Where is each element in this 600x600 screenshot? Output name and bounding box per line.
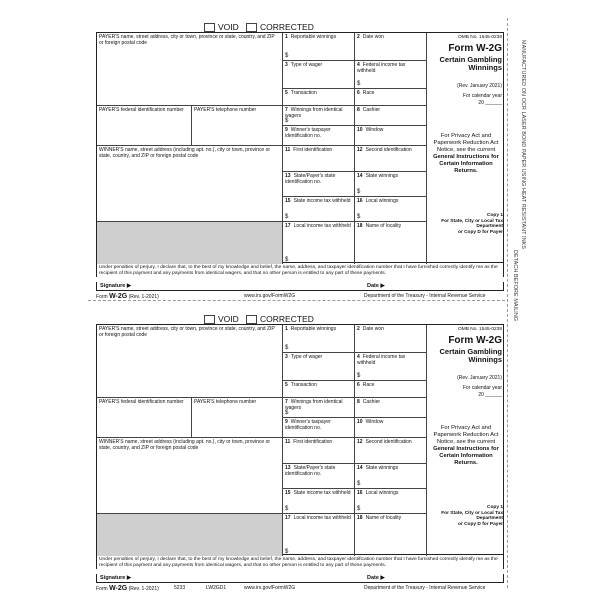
status-checkboxes bbox=[204, 22, 504, 32]
corrected-label: CORRECTED bbox=[260, 22, 314, 32]
box9-field[interactable]: 9 Winner's taxpayer identification no. bbox=[283, 126, 355, 146]
side-detach-text: DETACH BEFORE MAILING bbox=[512, 250, 518, 322]
side-manufactured-text: MANUFACTURED ON OCR LASER BOND PAPER USING HEAT RESISTANT INKS bbox=[520, 40, 526, 250]
shaded-area bbox=[97, 514, 283, 556]
payer-phone-field[interactable]: PAYER'S telephone number bbox=[192, 106, 283, 146]
void-label: VOID bbox=[218, 314, 239, 324]
box5-field[interactable]: 5 Transaction bbox=[283, 381, 355, 398]
box11-field[interactable]: 11 First identification bbox=[283, 146, 355, 172]
calendar-year-label: For calendar year bbox=[462, 93, 502, 99]
payer-name-field[interactable]: PAYER'S name, street address, city or town, province or state, country, and ZIP or foreign postal code bbox=[97, 33, 283, 106]
box1-field[interactable]: 1 Reportable winnings $ bbox=[283, 33, 355, 61]
box7-field[interactable]: 7 Winnings from identical wagers $ bbox=[283, 106, 355, 126]
footer-code-1: 5233 bbox=[174, 585, 186, 591]
payer-name-field[interactable]: PAYER'S name, street address, city or town, province or state, country, and ZIP or foreign postal code bbox=[97, 325, 283, 398]
winner-name-field[interactable]: WINNER'S name, street address (including apt. no.), city or town, province or state, country, and ZIP or foreign postal code bbox=[97, 438, 283, 514]
box18-field[interactable]: 18 Name of locality bbox=[355, 514, 427, 556]
signature-row bbox=[96, 574, 504, 583]
box3-field[interactable]: 3 Type of wager bbox=[283, 61, 355, 89]
box10-field[interactable]: 10 Window bbox=[355, 418, 427, 438]
revision-date: (Rev. January 2021) bbox=[457, 375, 502, 381]
year-field[interactable]: 20 ______ bbox=[478, 392, 502, 398]
box10-field[interactable]: 10 Window bbox=[355, 126, 427, 146]
box9-field[interactable]: 9 Winner's taxpayer identification no. bbox=[283, 418, 355, 438]
box4-field[interactable]: 4 Federal income tax withheld $ bbox=[355, 353, 427, 381]
calendar-year-label: For calendar year bbox=[462, 385, 502, 391]
box16-field[interactable]: 16 Local winnings $ bbox=[355, 197, 427, 222]
form-id-column bbox=[427, 325, 505, 556]
copy-designation: Copy 1 For State, City or Local Tax Department or Copy D for Payer bbox=[441, 505, 503, 527]
box4-field[interactable]: 4 Federal income tax withheld $ bbox=[355, 61, 427, 89]
corrected-label: CORRECTED bbox=[260, 314, 314, 324]
void-checkbox[interactable] bbox=[204, 315, 215, 324]
form-title: Form W-2G bbox=[448, 43, 502, 54]
date-field[interactable]: Date ▶ bbox=[367, 283, 385, 289]
status-checkboxes bbox=[204, 314, 504, 324]
box13-field[interactable]: 13 State/Payer's state identification no. bbox=[283, 464, 355, 489]
box11-field[interactable]: 11 First identification bbox=[283, 438, 355, 464]
omb-number: OMB No. 1545-0238 bbox=[458, 35, 502, 40]
perjury-statement: Under penalties of perjury, I declare that, to the best of my knowledge and belief, the name, address, and taxpayer identification number that I have furnished correctly identify me as the recipient of this payment and any payments from identical wagers, and that no other person is entitled to any part of these payments. bbox=[96, 555, 504, 569]
payer-phone-field[interactable]: PAYER'S telephone number bbox=[192, 398, 283, 438]
signature-field[interactable]: Signature ▶ bbox=[100, 283, 132, 289]
box14-field[interactable]: 14 State winnings $ bbox=[355, 464, 427, 489]
winner-name-field[interactable]: WINNER'S name, street address (including apt. no.), city or town, province or state, country, and ZIP or foreign postal code bbox=[97, 146, 283, 222]
box17-field[interactable]: 17 Local income tax withheld $ bbox=[283, 222, 355, 264]
year-field[interactable]: 20 ______ bbox=[478, 100, 502, 106]
void-label: VOID bbox=[218, 22, 239, 32]
privacy-notice: For Privacy Act and Paperwork Reduction Act Notice, see the current General Instructions for Certain Information Returns. bbox=[433, 425, 499, 466]
form-subtitle: Certain Gambling Winnings bbox=[439, 347, 502, 364]
footer-form-id: Form W-2G (Rev. 1-2021) bbox=[96, 293, 159, 300]
box8-field[interactable]: 8 Cashier bbox=[355, 106, 427, 126]
box17-field[interactable]: 17 Local income tax withheld $ bbox=[283, 514, 355, 556]
footer-url: www.irs.gov/FormW2G bbox=[244, 585, 296, 591]
vertical-tear-line bbox=[507, 18, 508, 588]
copy-designation: Copy 1 For State, City or Local Tax Department or Copy D for Payer bbox=[441, 213, 503, 235]
footer-department: Department of the Treasury - Internal Revenue Service bbox=[364, 585, 486, 591]
form-subtitle: Certain Gambling Winnings bbox=[439, 55, 502, 72]
box1-field[interactable]: 1 Reportable winnings $ bbox=[283, 325, 355, 353]
footer-code-2: LW2GD1 bbox=[206, 585, 227, 591]
shaded-area bbox=[97, 222, 283, 264]
signature-field[interactable]: Signature ▶ bbox=[100, 575, 132, 581]
footer-url: www.irs.gov/FormW2G bbox=[244, 293, 296, 299]
box2-field[interactable]: 2 Date won bbox=[355, 325, 427, 353]
box3-field[interactable]: 3 Type of wager bbox=[283, 353, 355, 381]
form-id-column bbox=[427, 33, 505, 264]
box15-field[interactable]: 15 State income tax withheld $ bbox=[283, 197, 355, 222]
form-footer bbox=[96, 293, 504, 301]
box14-field[interactable]: 14 State winnings $ bbox=[355, 172, 427, 197]
privacy-notice: For Privacy Act and Paperwork Reduction Act Notice, see the current General Instructions for Certain Information Returns. bbox=[433, 133, 499, 174]
box6-field[interactable]: 6 Race bbox=[355, 89, 427, 106]
date-field[interactable]: Date ▶ bbox=[367, 575, 385, 581]
corrected-checkbox[interactable] bbox=[246, 23, 257, 32]
payer-tin-field[interactable]: PAYER'S federal identification number bbox=[97, 398, 192, 438]
form-title: Form W-2G bbox=[448, 335, 502, 346]
box6-field[interactable]: 6 Race bbox=[355, 381, 427, 398]
revision-date: (Rev. January 2021) bbox=[457, 83, 502, 89]
footer-department: Department of the Treasury - Internal Revenue Service bbox=[364, 293, 486, 299]
box5-field[interactable]: 5 Transaction bbox=[283, 89, 355, 106]
box7-field[interactable]: 7 Winnings from identical wagers $ bbox=[283, 398, 355, 418]
box16-field[interactable]: 16 Local winnings $ bbox=[355, 489, 427, 514]
box2-field[interactable]: 2 Date won bbox=[355, 33, 427, 61]
box12-field[interactable]: 12 Second identification bbox=[355, 438, 427, 464]
form-frame bbox=[96, 32, 504, 263]
payer-tin-field[interactable]: PAYER'S federal identification number bbox=[97, 106, 192, 146]
void-checkbox[interactable] bbox=[204, 23, 215, 32]
form-copy-top bbox=[96, 22, 504, 300]
form-footer bbox=[96, 585, 504, 593]
box8-field[interactable]: 8 Cashier bbox=[355, 398, 427, 418]
side-margin-text bbox=[510, 40, 536, 560]
signature-row bbox=[96, 282, 504, 291]
footer-form-id: Form W-2G (Rev. 1-2021) bbox=[96, 585, 159, 592]
box15-field[interactable]: 15 State income tax withheld $ bbox=[283, 489, 355, 514]
perjury-statement: Under penalties of perjury, I declare that, to the best of my knowledge and belief, the name, address, and taxpayer identification number that I have furnished correctly identify me as the recipient of this payment and any payments from identical wagers, and that no other person is entitled to any part of these payments. bbox=[96, 263, 504, 277]
box12-field[interactable]: 12 Second identification bbox=[355, 146, 427, 172]
box18-field[interactable]: 18 Name of locality bbox=[355, 222, 427, 264]
corrected-checkbox[interactable] bbox=[246, 315, 257, 324]
box13-field[interactable]: 13 State/Payer's state identification no. bbox=[283, 172, 355, 197]
form-copy-bottom bbox=[96, 314, 504, 592]
form-frame bbox=[96, 324, 504, 555]
omb-number: OMB No. 1545-0238 bbox=[458, 327, 502, 332]
